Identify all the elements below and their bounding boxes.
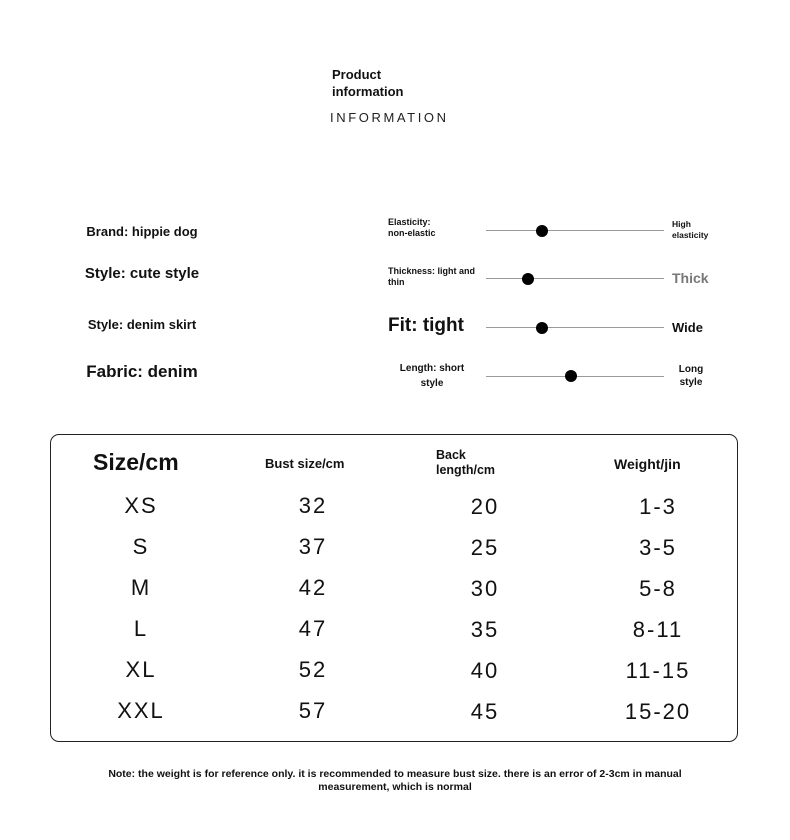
cell-weight-xs: 1-3: [639, 494, 677, 519]
cell-bust-m: 42: [298, 575, 328, 600]
thickness-left-label: Thickness: light and thin: [388, 266, 476, 287]
cell-size-m: M: [130, 575, 152, 600]
cell-size-xl: XL: [125, 657, 157, 682]
fit-right-label: Wide: [672, 320, 703, 335]
elasticity-track: [486, 230, 664, 231]
cell-back-xxl: 45: [470, 699, 500, 724]
length-right-label: Long style: [678, 364, 704, 388]
style-denim-label: Style: denim skirt: [87, 317, 197, 332]
elasticity-marker: [536, 225, 548, 237]
length-marker: [565, 370, 577, 382]
page-subtitle: INFORMATION: [330, 110, 449, 125]
fit-marker: [536, 322, 548, 334]
cell-back-xl: 40: [470, 658, 500, 683]
page-title: Product information: [332, 67, 404, 99]
cell-size-xs: XS: [124, 493, 158, 518]
cell-back-xs: 20: [470, 494, 500, 519]
cell-size-s: S: [132, 534, 150, 559]
header-back-length: Back length/cm: [436, 448, 496, 477]
cell-weight-l: 8-11: [632, 617, 684, 642]
length-left-label: Length: short style: [399, 363, 465, 389]
thickness-marker: [522, 273, 534, 285]
cell-weight-m: 5-8: [639, 576, 677, 601]
cell-back-l: 35: [470, 617, 500, 642]
cell-back-s: 25: [470, 535, 500, 560]
cell-weight-xl: 11-15: [625, 658, 691, 683]
thickness-track: [486, 278, 664, 279]
elasticity-right-label: High elasticity: [672, 219, 709, 240]
cell-bust-xl: 52: [298, 657, 328, 682]
thickness-right-label: Thick: [672, 270, 709, 286]
cell-bust-s: 37: [298, 534, 328, 559]
fit-track: [486, 327, 664, 328]
cell-size-l: L: [133, 616, 149, 641]
header-bust: Bust size/cm: [265, 456, 345, 471]
cell-weight-xxl: 15-20: [624, 699, 692, 724]
header-weight: Weight/jin: [614, 456, 681, 472]
cell-size-xxl: XXL: [117, 698, 165, 723]
fit-left-label: Fit: tight: [388, 315, 464, 336]
brand-label: Brand: hippie dog: [86, 224, 198, 239]
style-cute-label: Style: cute style: [84, 265, 200, 282]
cell-bust-l: 47: [298, 616, 328, 641]
header-size: Size/cm: [93, 449, 179, 475]
measurement-note: Note: the weight is for reference only. it is recommended to measure bust size. there is an error of 2-3cm in manual measurement, which is normal: [108, 768, 682, 793]
cell-bust-xs: 32: [298, 493, 328, 518]
fabric-label: Fabric: denim: [86, 362, 198, 381]
cell-bust-xxl: 57: [298, 698, 328, 723]
cell-back-m: 30: [470, 576, 500, 601]
elasticity-left-label: Elasticity: non-elastic: [388, 217, 436, 238]
cell-weight-s: 3-5: [639, 535, 677, 560]
